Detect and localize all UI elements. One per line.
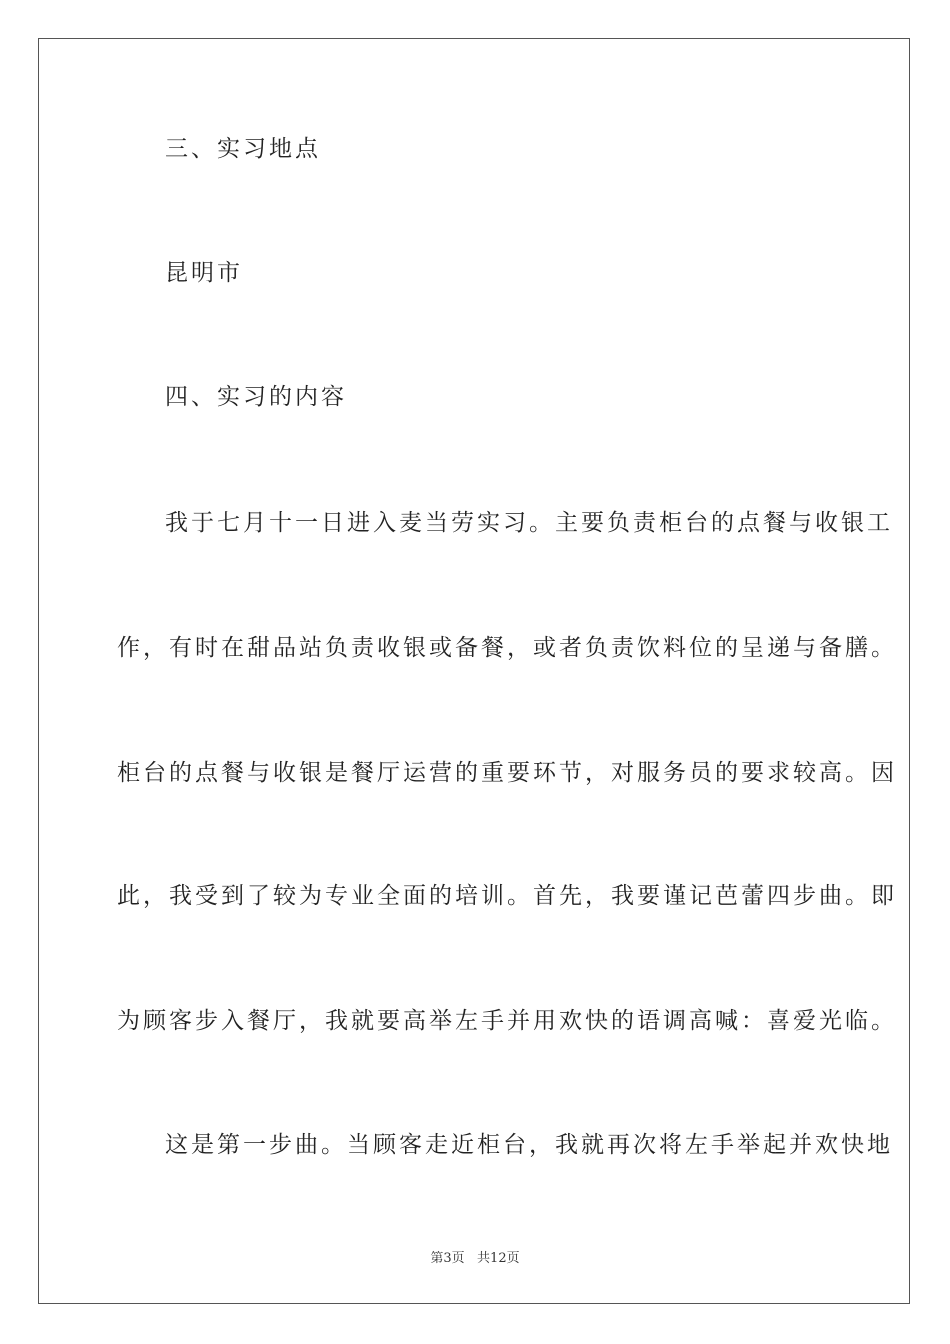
- location-text: 昆明市: [165, 260, 243, 286]
- body-line-3: 柜台的点餐与收银是餐厅运营的重要环节，对服务员的要求较高。因: [117, 760, 897, 786]
- section-heading-location: 三、实习地点: [165, 136, 321, 162]
- body-line-4: 此，我受到了较为专业全面的培训。首先，我要谨记芭蕾四步曲。即: [117, 883, 897, 909]
- page-border: [38, 38, 910, 1304]
- section-heading-content: 四、实习的内容: [165, 384, 347, 410]
- body-line-6: 这是第一步曲。当顾客走近柜台，我就再次将左手举起并欢快地: [165, 1132, 893, 1158]
- body-line-2: 作，有时在甜品站负责收银或备餐，或者负责饮料位的呈递与备膳。: [117, 635, 897, 661]
- body-line-1: 我于七月十一日进入麦当劳实习。主要负责柜台的点餐与收银工: [165, 510, 893, 536]
- page-number-footer: 第3页 共12页: [430, 1251, 520, 1266]
- body-line-5: 为顾客步入餐厅，我就要高举左手并用欢快的语调高喊：喜爱光临。: [117, 1008, 897, 1034]
